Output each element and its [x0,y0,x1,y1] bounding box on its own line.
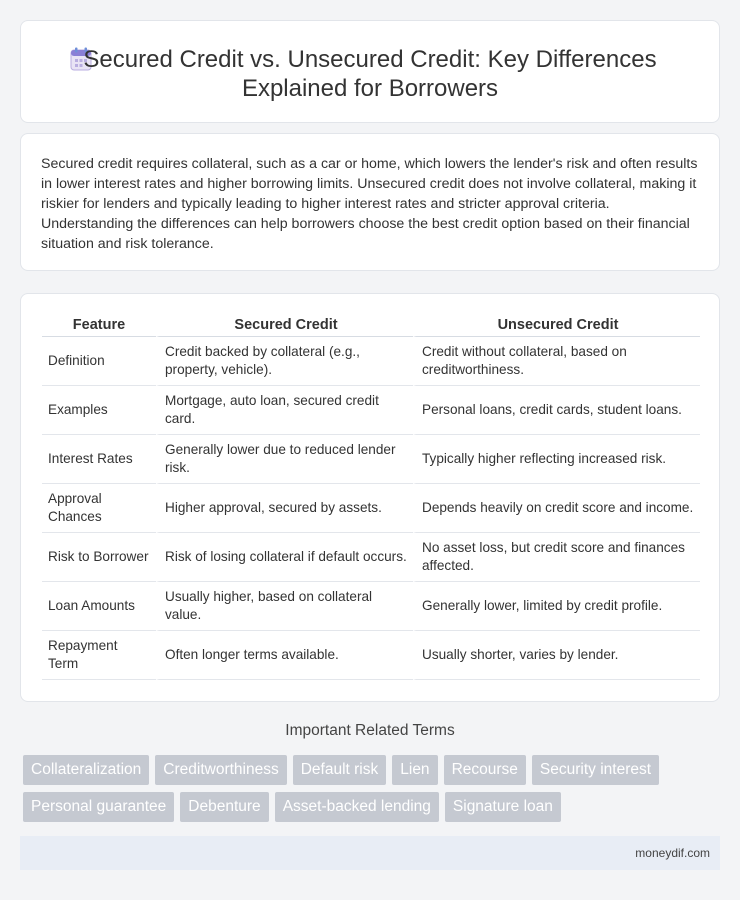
column-header-feature: Feature [42,315,156,337]
related-term-tag[interactable]: Personal guarantee [23,792,174,822]
related-term-tag[interactable]: Asset-backed lending [275,792,439,822]
row-unsecured: Personal loans, credit cards, student loans. [413,386,700,435]
intro-paragraph: Secured credit requires collateral, such as a car or home, which lowers the lender's risk and often results in lower interest rates and higher borrowing limits. Unsecured credit does not involve collateral, making it riskier for lenders and typically leading to higher interest rates and stricter approval criteria. Understanding the differences can help borrowers choose the best credit option based on their financial situation and risk tolerance. [41,156,698,252]
table-row [42,582,700,631]
related-term-tag[interactable]: Debenture [180,792,268,822]
row-feature: Approval Chances [42,484,156,533]
comparison-table [42,315,700,680]
row-unsecured: No asset loss, but credit score and finances affected. [413,533,700,582]
table-row [42,386,700,435]
table-header-row [42,315,700,337]
row-unsecured: Typically higher reflecting increased risk. [413,435,700,484]
page-title: Secured Credit vs. Unsecured Credit: Key Differences Explained for Borrowers [83,46,657,102]
column-header-unsecured: Unsecured Credit [413,315,700,337]
row-secured: Generally lower due to reduced lender risk. [156,435,413,484]
row-feature: Loan Amounts [42,582,156,631]
row-secured: Mortgage, auto loan, secured credit card. [156,386,413,435]
related-term-tag[interactable]: Lien [392,755,437,785]
header-card [20,20,720,123]
related-term-tag[interactable]: Default risk [293,755,387,785]
column-header-secured: Secured Credit [156,315,413,337]
related-term-tag[interactable]: Recourse [444,755,526,785]
row-feature: Definition [42,337,156,386]
related-terms-title: Important Related Terms [285,722,455,739]
related-terms-list [23,755,723,829]
footer [20,836,720,870]
row-feature: Interest Rates [42,435,156,484]
table-row [42,337,700,386]
row-feature: Risk to Borrower [42,533,156,582]
row-secured: Credit backed by collateral (e.g., property, vehicle). [156,337,413,386]
table-row [42,484,700,533]
table-row [42,435,700,484]
row-feature: Examples [42,386,156,435]
row-unsecured: Usually shorter, varies by lender. [413,631,700,680]
row-unsecured: Credit without collateral, based on creditworthiness. [413,337,700,386]
table-row [42,631,700,680]
related-term-tag[interactable]: Creditworthiness [155,755,286,785]
table-row [42,533,700,582]
comparison-table-card [20,293,720,702]
row-secured: Risk of losing collateral if default occurs. [156,533,413,582]
related-term-tag[interactable]: Signature loan [445,792,561,822]
row-secured: Higher approval, secured by assets. [156,484,413,533]
intro-card [20,133,720,271]
footer-site-link[interactable]: moneydif.com [635,846,710,860]
row-secured: Usually higher, based on collateral value. [156,582,413,631]
related-term-tag[interactable]: Collateralization [23,755,149,785]
row-feature: Repayment Term [42,631,156,680]
row-secured: Often longer terms available. [156,631,413,680]
row-unsecured: Depends heavily on credit score and income. [413,484,700,533]
related-term-tag[interactable]: Security interest [532,755,659,785]
row-unsecured: Generally lower, limited by credit profile. [413,582,700,631]
